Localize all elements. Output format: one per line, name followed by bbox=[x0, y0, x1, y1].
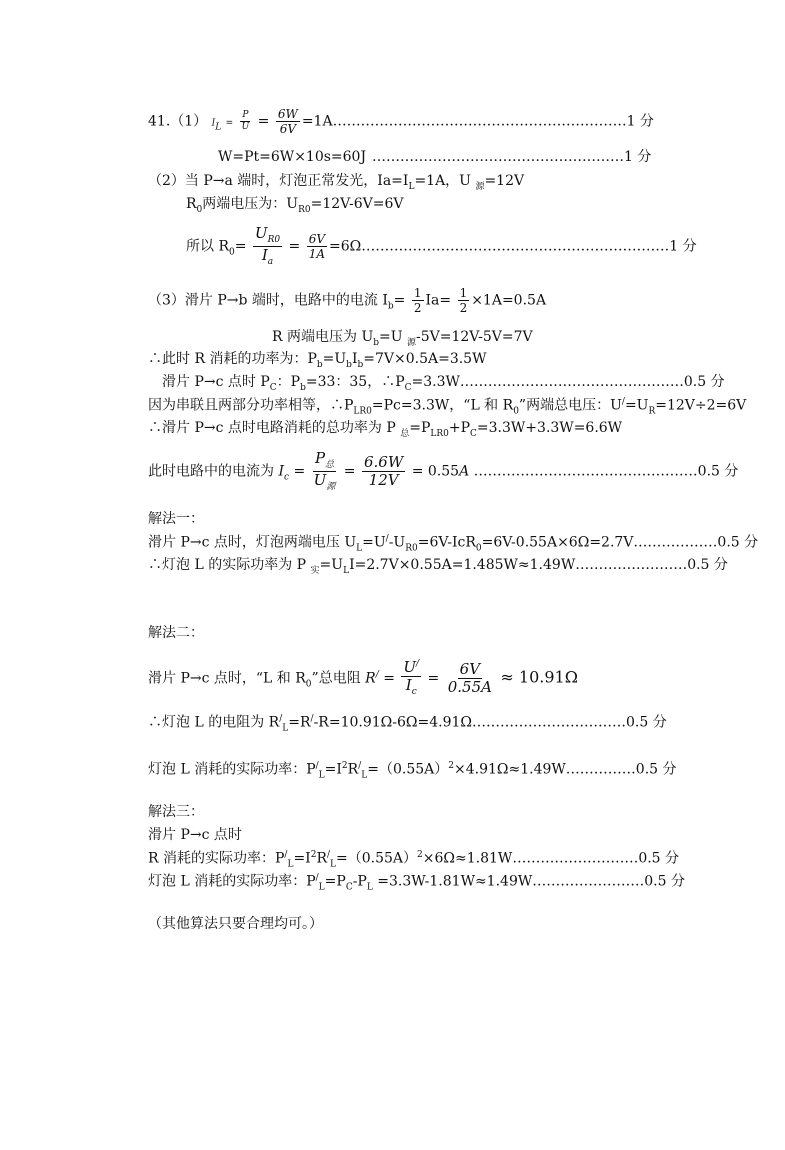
fraction-6v-over-1a: $\frac{6V}{1A}$ bbox=[308, 232, 326, 261]
method2-line2: ∴灯泡 L 的电阻为 $R^/_L=R^/-R=10.91\Omega-6\Omega=4.91\Omega\dots\dots\dots\dots\dots\dots\dots\dots\dots\dots\dots 0.5$ 分 bbox=[148, 714, 667, 734]
method2-title: 解法二： bbox=[148, 625, 204, 641]
p3-line6: ∴滑片 P→c 点时电路消耗的总功率为 P $_总=P_{LR0}+P_C=3.3W+3.3W=6.6W$ bbox=[148, 420, 623, 439]
method3-line2: R 消耗的实际功率：$P^/_L=I^2R^/_L=(0.55A)^2\times 6\Omega\approx 1.81W\dots\dots\dots\dots\dots\dots\dots\dots\dots 0.5$ 分 bbox=[148, 850, 680, 870]
p2-line1: （2）当 P→a 端时，灯泡正常发光，$Ia=I_L=1A$，U $_源$=12V bbox=[148, 173, 525, 192]
method3-title: 解法三： bbox=[148, 804, 204, 820]
p1-formula-line: 41.（1） $I_L$ = $\frac{P}{U}$ = $\frac{6W}{6V}$ =1A………………………………………………………1 分 bbox=[148, 107, 654, 136]
fraction-ptotal-over-usource: $\frac{P_总}{U_源}$ bbox=[313, 449, 336, 492]
fraction-6w-over-6v: $\frac{6W}{6V}$ bbox=[277, 107, 298, 136]
p3-line4: 滑片 P→c 点时 $P_C$：$P_b=33$：35，$\therefore P_C=3.3W\dots\dots\dots\dots\dots\dots\dots\dots\dots\dots\dots\dots\dots\dots\dots\dots 0.5$ 分 bbox=[162, 374, 725, 393]
closing-note: （其他算法只要合理均可。） bbox=[148, 916, 323, 932]
fraction-half: $\frac{1}{2}$ bbox=[413, 286, 422, 315]
p2-line3: 所以 $R_0=$ $\frac{U_{R0}}{I_a}$ = $\frac{6V}{1A}$ =6Ω…………………………………………………………1 分 bbox=[186, 224, 697, 267]
p2-line2: $R_0$两端电压为：$U_{R0}=12V-6V=6V$ bbox=[186, 196, 404, 215]
method1-line1: 滑片 P→c 点时，灯泡两端电压 $U_L=U^/-U_{R0}=6V-IcR_0=6V-0.55A\times 6\Omega=2.7V\dots\dots\dots\dots\dots\dots 0.5$ 分 bbox=[148, 534, 759, 554]
p1-work-score: ………………………………………………1 分 bbox=[372, 149, 652, 165]
method3-line1: 滑片 P→c 点时 bbox=[148, 827, 242, 843]
method3-line3: 灯泡 L 消耗的实际功率：$P^/_L=P_C-P_L$ =3.3W-1.81W≈1.49W……………………0.5 分 bbox=[148, 873, 685, 893]
fraction-ur0-over-ia: $\frac{U_{R0}}{I_a}$ bbox=[254, 224, 281, 267]
method1-line2: ∴灯泡 L 的实际功率为 P $_实=U_LI=2.7V\times 0.55A=1.485W\approx 1.49W\dots\dots\dots\dots\dots\dots\dots\dots 0.5$ 分 bbox=[148, 557, 728, 576]
p3-line5: 因为串联且两部分功率相等，$\therefore P_{LR0}=Pc=3.3W$，“L 和 $R_0$”两端总电压：$U^/=U_R=12V\div 2=6V$ bbox=[148, 397, 747, 417]
fraction-6v-over-055a: $\frac{6V}{0.55A}$ bbox=[447, 660, 492, 696]
fraction-66w-over-12v: $\frac{6.6W}{12V}$ bbox=[363, 453, 404, 489]
fraction-u-over-ic: $\frac{U^/}{I_c}$ bbox=[403, 658, 420, 697]
method2-line1: 滑片 P→c 点时，“L 和 $R_0$”总电阻 R/ = $\frac{U^/}{I_c}$ = $\frac{6V}{0.55A}$ ≈ 10.91Ω bbox=[148, 658, 578, 697]
p1-work-line: W=Pt=6W×10s=60J bbox=[218, 149, 367, 165]
method2-line3: 灯泡 L 消耗的实际功率：$P^/_L=I^2R^/_L=(0.55A)^2\times 4.91\Omega\approx 1.49W\dots\dots\dots\dots\dots 0.5$ 分 bbox=[148, 761, 677, 781]
fraction-half-2: $\frac{1}{2}$ bbox=[459, 286, 468, 315]
p3-line3: ∴此时 R 消耗的功率为：$P_b=U_bI_b=7V\times 0.5A=3.5W$ bbox=[148, 351, 487, 370]
fraction-p-over-u: $\frac{P}{U}$ bbox=[241, 110, 250, 132]
p3-line1: （3）滑片 P→b 端时，电路中的电流 $I_b=$ $\frac{1}{2}$ Ia= $\frac{1}{2}$ ×1A=0.5A bbox=[148, 286, 547, 315]
question-number: 41.（1） bbox=[148, 113, 208, 130]
method1-title: 解法一： bbox=[148, 511, 204, 527]
p3-line7: 此时电路中的电流为 $I_c$ = $\frac{P_总}{U_源}$ = $\frac{6.6W}{12V}$ = 0.55A …………………………………………0.5 分 bbox=[148, 449, 739, 492]
p3-line2: R 两端电压为 $U_b=U$ $_源$-5V=12V-5V=7V bbox=[272, 329, 533, 348]
